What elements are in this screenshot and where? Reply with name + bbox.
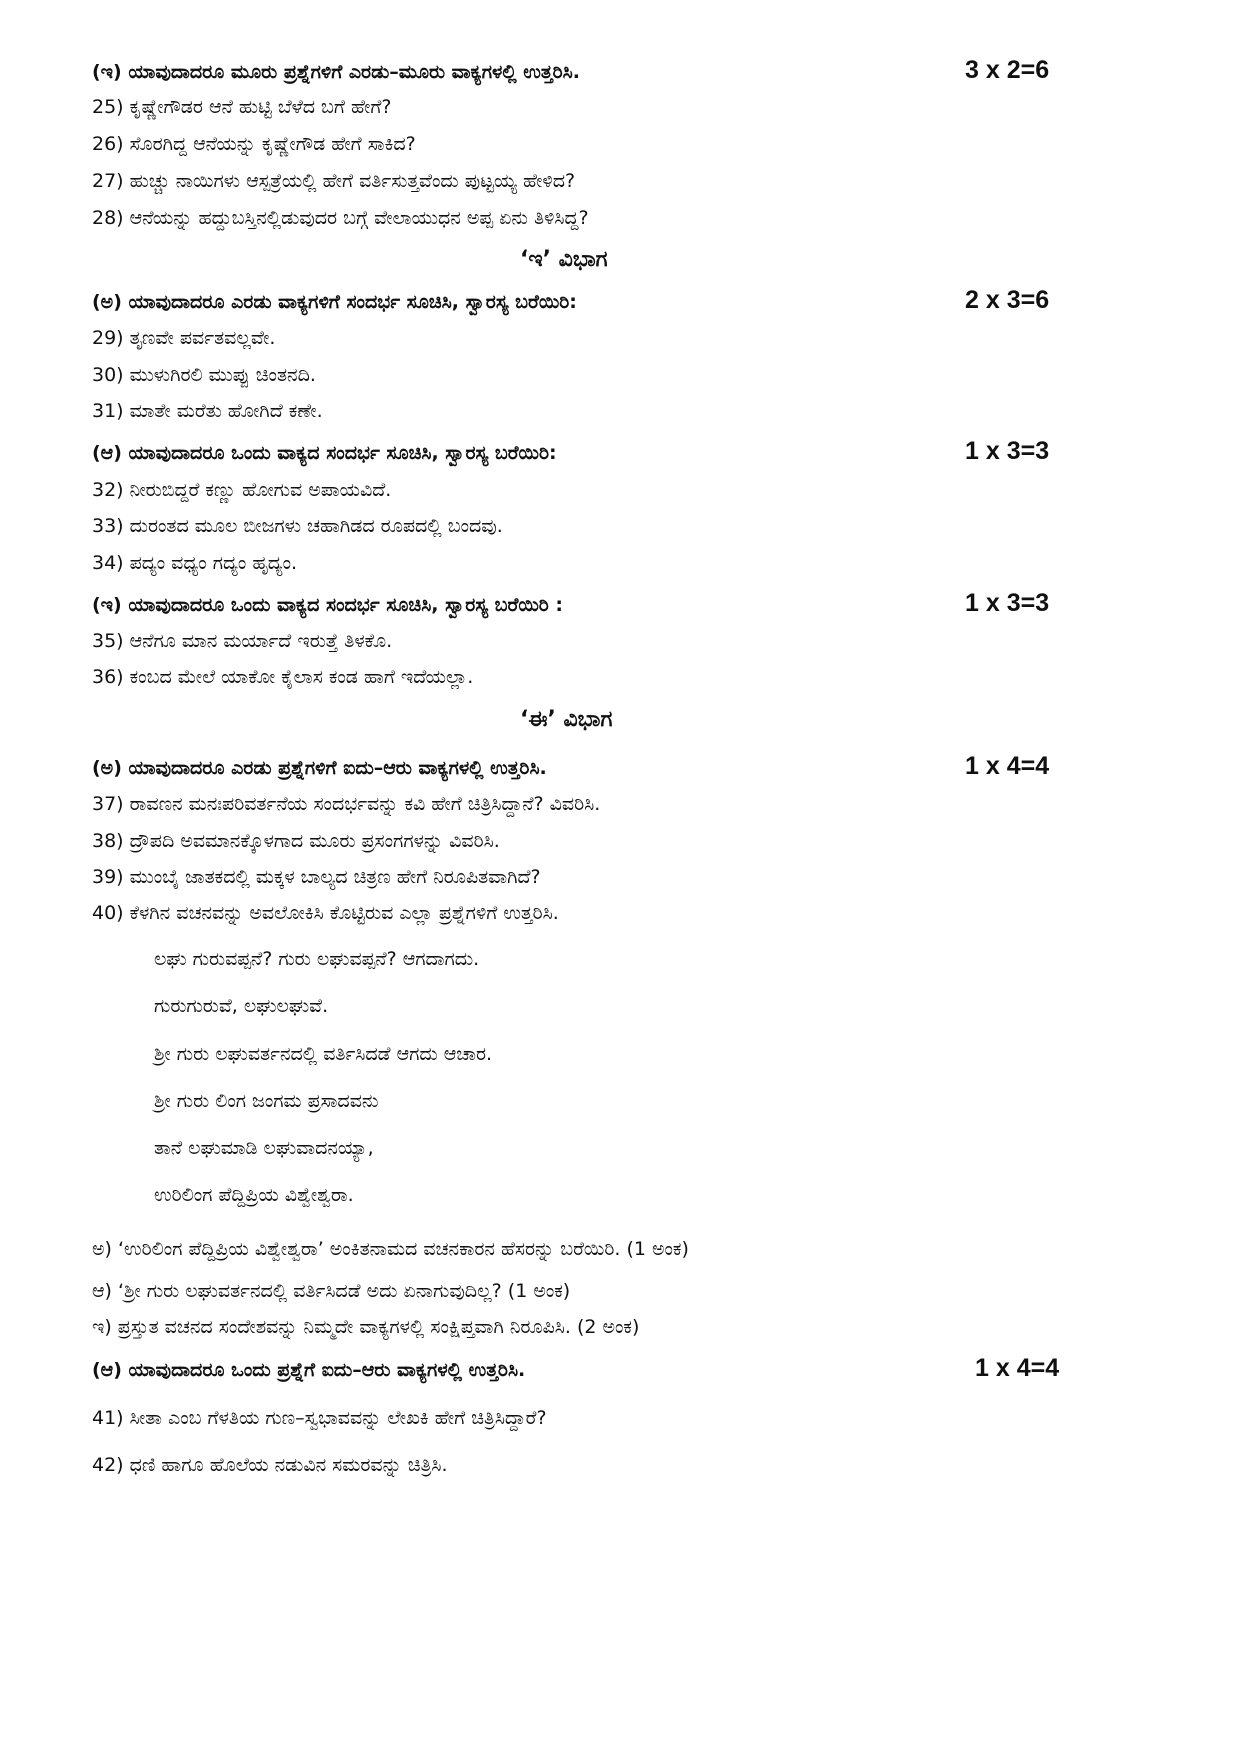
marks-i-2: 1 x 3=3 (965, 589, 1050, 617)
marks-a-1: 2 x 3=6 (965, 286, 1050, 314)
vachana-line: ತಾನೆ ಲಘುಮಾಡಿ ಲಘುವಾದನಯ್ಯಾ, (154, 1137, 374, 1159)
section-heading-i-2: (ಇ) ಯಾವುದಾದರೂ ಒಂದು ವಾಕ್ಯದ ಸಂದರ್ಭ ಸೂಚಿಸಿ, ಸ್ವಾರಸ್ಯ ಬರೆಯಿರಿ : (92, 594, 564, 616)
question-25: 25) ಕೃಷ್ಣೇಗೌಡರ ಆನೆ ಹುಟ್ಟಿ ಬೆಳೆದ ಬಗೆ ಹೇಗೆ? (92, 96, 392, 118)
marks-i-1: 3 x 2=6 (965, 56, 1050, 84)
question-31: 31) ಮಾತೇ ಮರೆತು ಹೋಗಿದೆ ಕಣೇ. (92, 400, 323, 422)
sub-question-i: ಇ) ಪ್ರಸ್ತುತ ವಚನದ ಸಂದೇಶವನ್ನು ನಿಮ್ಮದೇ ವಾಕ್ಯಗಳಲ್ಲಿ ಸಂಕ್ಷಿಪ್ತವಾಗಿ ನಿರೂಪಿಸಿ. (2 ಅಂಕ) (92, 1316, 640, 1338)
vachana-line: ಶ್ರೀ ಗುರು ಲಿಂಗ ಜಂಗಮ ಪ್ರಸಾದವನು (154, 1090, 379, 1112)
section-heading-a-1: (ಅ) ಯಾವುದಾದರೂ ಎರಡು ವಾಕ್ಯಗಳಿಗೆ ಸಂದರ್ಭ ಸೂಚಿಸಿ, ಸ್ವಾರಸ್ಯ ಬರೆಯಿರಿ: (92, 291, 577, 313)
section-heading-i-1: (ಇ) ಯಾವುದಾದರೂ ಮೂರು ಪ್ರಶ್ನೆಗಳಿಗೆ ಎರಡು–ಮೂರು ವಾಕ್ಯಗಳಲ್ಲಿ ಉತ್ತರಿಸಿ. (92, 61, 580, 83)
question-35: 35) ಆನೆಗೂ ಮಾನ ಮರ್ಯಾದೆ ಇರುತ್ತೆ ತಿಳಕೊ. (92, 630, 393, 652)
vachana-line: ಉರಿಲಿಂಗ ಪೆದ್ದಿಪ್ರಿಯ ವಿಶ್ವೇಶ್ವರಾ. (154, 1184, 354, 1206)
question-29: 29) ತೃಣವೇ ಪರ್ವತವಲ್ಲವೇ. (92, 327, 276, 349)
question-28: 28) ಆನೆಯನ್ನು ಹದ್ದುಬಸ್ತಿನಲ್ಲಿಡುವುದರ ಬಗ್ಗೆ ವೇಲಾಯುಧನ ಅಪ್ಪ ಏನು ತಿಳಿಸಿದ್ದ? (92, 207, 589, 229)
question-26: 26) ಸೊರಗಿದ್ದ ಆನೆಯನ್ನು ಕೃಷ್ಣೇಗೌಡ ಹೇಗೆ ಸಾಕಿದ? (92, 133, 416, 155)
question-40: 40) ಕೆಳಗಿನ ವಚನವನ್ನು ಅವಲೋಕಿಸಿ ಕೊಟ್ಟಿರುವ ಎಲ್ಲಾ ಪ್ರಶ್ನೆಗಳಿಗೆ ಉತ್ತರಿಸಿ. (92, 902, 559, 924)
sub-question-a: ಅ) ‘ಉರಿಲಿಂಗ ಪೆದ್ದಿಪ್ರಿಯ ವಿಶ್ವೇಶ್ವರಾ’ ಅಂಕಿತನಾಮದ ವಚನಕಾರನ ಹೆಸರನ್ನು ಬರೆಯಿರಿ. (1 ಅಂಕ) (92, 1238, 689, 1260)
question-34: 34) ಪದ್ಯಂ ವಧ್ಯಂ ಗದ್ಯಂ ಹೃದ್ಯಂ. (92, 552, 298, 574)
question-42: 42) ಧಣಿ ಹಾಗೂ ಹೊಲೆಯ ನಡುವಿನ ಸಮರವನ್ನು ಚಿತ್ರಿಸಿ. (92, 1454, 448, 1476)
vachana-line: ಲಘು ಗುರುವಪ್ಪನೆ? ಗುರು ಲಘುವಪ್ಪನೆ? ಆಗದಾಗದು. (154, 948, 480, 970)
question-32: 32) ನೀರುಬಿದ್ದರೆ ಕಣ್ಣು ಹೋಗುವ ಅಪಾಯವಿದೆ. (92, 479, 392, 501)
section-heading-a-2: (ಅ) ಯಾವುದಾದರೂ ಎರಡು ಪ್ರಶ್ನೆಗಳಿಗೆ ಐದು–ಆರು ವಾಕ್ಯಗಳಲ್ಲಿ ಉತ್ತರಿಸಿ. (92, 757, 547, 779)
marks-aa-2: 1 x 4=4 (975, 1354, 1060, 1382)
question-33: 33) ದುರಂತದ ಮೂಲ ಬೀಜಗಳು ಚಹಾಗಿಡದ ರೂಪದಲ್ಲಿ ಬಂದವು. (92, 515, 503, 537)
sub-question-aa: ಆ) ‘ಶ್ರೀ ಗುರು ಲಘುವರ್ತನದಲ್ಲಿ ವರ್ತಿಸಿದಡೆ ಅದು ಏನಾಗುವುದಿಲ್ಲ? (1 ಅಂಕ) (92, 1280, 571, 1302)
section-title-ii: ‘ಈ’ ವಿಭಾಗ (520, 707, 613, 732)
question-41: 41) ಸೀತಾ ಎಂಬ ಗೆಳತಿಯ ಗುಣ–ಸ್ವಭಾವವನ್ನು ಲೇಖಕಿ ಹೇಗೆ ಚಿತ್ರಿಸಿದ್ದಾರೆ? (92, 1407, 547, 1429)
question-30: 30) ಮುಳುಗಿರಲಿ ಮುಪ್ಪು ಚಿಂತನದಿ. (92, 364, 316, 386)
marks-a-2: 1 x 4=4 (965, 752, 1050, 780)
question-36: 36) ಕಂಬದ ಮೇಲೆ ಯಾಕೋ ಕೈಲಾಸ ಕಂಡ ಹಾಗೆ ಇದೆಯಲ್ಲಾ. (92, 666, 474, 688)
question-37: 37) ರಾವಣನ ಮನಃಪರಿವರ್ತನೆಯ ಸಂದರ್ಭವನ್ನು ಕವಿ ಹೇಗೆ ಚಿತ್ರಿಸಿದ್ದಾನೆ? ವಿವರಿಸಿ. (92, 793, 601, 815)
section-heading-aa-1: (ಆ) ಯಾವುದಾದರೂ ಒಂದು ವಾಕ್ಯದ ಸಂದರ್ಭ ಸೂಚಿಸಿ, ಸ್ವಾರಸ್ಯ ಬರೆಯಿರಿ: (92, 442, 557, 464)
question-38: 38) ದ್ರೌಪದಿ ಅವಮಾನಕ್ಕೊಳಗಾದ ಮೂರು ಪ್ರಸಂಗಗಳನ್ನು ವಿವರಿಸಿ. (92, 830, 500, 852)
vachana-line: ಶ್ರೀ ಗುರು ಲಘುವರ್ತನದಲ್ಲಿ ವರ್ತಿಸಿದಡೆ ಆಗದು ಆಚಾರ. (154, 1043, 493, 1065)
question-27: 27) ಹುಚ್ಚು ನಾಯಿಗಳು ಆಸ್ಪತ್ರೆಯಲ್ಲಿ ಹೇಗೆ ವರ್ತಿಸುತ್ತವೆಂದು ಪುಟ್ಟಯ್ಯ ಹೇಳಿದ? (92, 170, 576, 192)
marks-aa-1: 1 x 3=3 (965, 437, 1050, 465)
vachana-line: ಗುರುಗುರುವೆ, ಲಘುಲಘುವೆ. (154, 995, 329, 1017)
section-title-i: ‘ಇ’ ವಿಭಾಗ (520, 247, 608, 272)
section-heading-aa-2: (ಆ) ಯಾವುದಾದರೂ ಒಂದು ಪ್ರಶ್ನೆಗೆ ಐದು–ಆರು ವಾಕ್ಯಗಳಲ್ಲಿ ಉತ್ತರಿಸಿ. (92, 1359, 526, 1381)
question-39: 39) ಮುಂಬೈ ಜಾತಕದಲ್ಲಿ ಮಕ್ಕಳ ಬಾಲ್ಯದ ಚಿತ್ರಣ ಹೇಗೆ ನಿರೂಪಿತವಾಗಿದೆ? (92, 866, 541, 888)
